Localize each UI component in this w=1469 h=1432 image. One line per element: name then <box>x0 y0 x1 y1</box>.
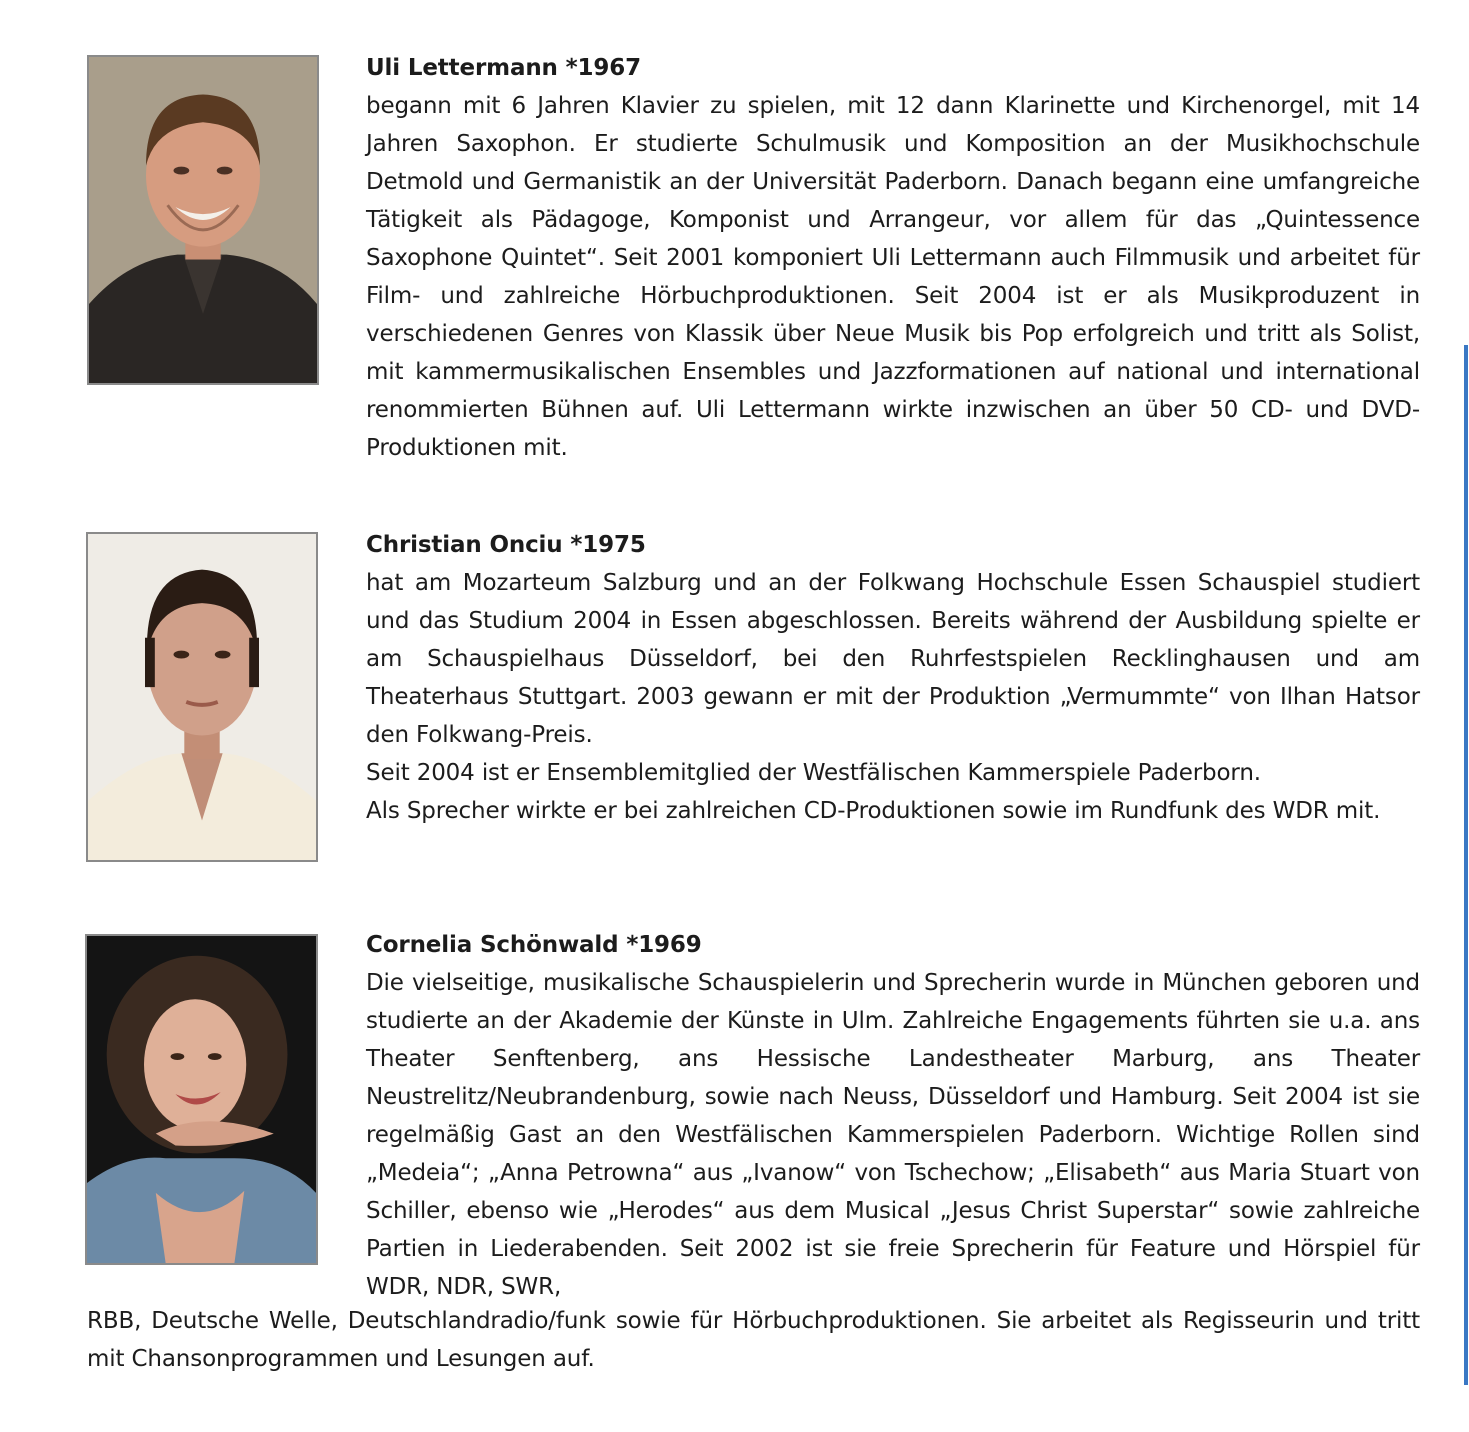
bio-block-uli-lettermann <box>366 49 1420 467</box>
bio-text-third: Als Sprecher wirkte er bei zahlreichen CD-Produktionen sowie im Rundfunk des WDR mit. <box>366 798 1381 824</box>
bio-heading: Christian Onciu *1975 <box>366 532 646 558</box>
bio-heading: Uli Lettermann *1967 <box>366 55 641 81</box>
bio-text-continued: RBB, Deutsche Welle, Deutschlandradio/funk sowie für Hörbuchproduktionen. Sie arbeitet als Regisseurin und tritt mit Chansonprogrammen und Lesungen auf. <box>87 1308 1420 1372</box>
bio-block-christian-onciu <box>366 526 1420 830</box>
portrait-photo-christian-onciu <box>86 532 318 862</box>
bio-text: hat am Mozarteum Salzburg und an der Folkwang Hochschule Essen Schauspiel studiert und das Studium 2004 in Essen abgeschlossen. Bereits während der Ausbildung spielte er am Schauspielhaus Düsseldorf, bei den Ruhrfestspielen Recklinghausen und am Theaterhaus Stuttgart. 2003 gewann er mit der Produktion „Vermummte“ von Ilhan Hatsor den Folkwang-Preis. <box>366 570 1420 748</box>
bio-text: begann mit 6 Jahren Klavier zu spielen, mit 12 dann Klarinette und Kirchenorgel, mit 14 Jahren Saxophon. Er studierte Schulmusik und Komposition an der Musikhochschule Detmold und Germanistik an der Universität Paderborn. Danach begann eine umfangreiche Tätigkeit als Pädagoge, Komponist und Arrangeur, vor allem für das „Quintessence Saxophone Quintet“. Seit 2001 komponiert Uli Lettermann auch Filmmusik und arbeitet für Film- und zahlreiche Hörbuchproduktionen. Seit 2004 ist er als Musikproduzent in verschiedenen Genres von Klassik über Neue Musik bis Pop erfolgreich und tritt als Solist, mit kammermusikalischen Ensembles und Jazzformationen auf national und international renommierten Bühnen auf. Uli Lettermann wirkte inzwischen an über 50 CD- und DVD-Produktionen mit. <box>366 93 1420 461</box>
portrait-photo-uli-lettermann <box>87 55 319 385</box>
bio-text-second: Seit 2004 ist er Ensemblemitglied der Westfälischen Kammerspiele Paderborn. <box>366 760 1261 786</box>
bio-text: Die vielseitige, musikalische Schauspielerin und Sprecherin wurde in München geboren und studierte an der Akademie der Künste in Ulm. Zahlreiche Engagements führten sie u.a. ans Theater Senftenberg, ans Hessische Landestheater Marburg, ans Theater Neustrelitz/Neubrandenburg, sowie nach Neuss, Düsseldorf und Hamburg. Seit 2004 ist sie regelmäßig Gast an den Westfälischen Kammerspielen Paderborn. Wichtige Rollen sind „Medeia“; „Anna Petrowna“ aus „Ivanow“ von Tschechow; „Elisabeth“ aus Maria Stuart von Schiller, ebenso wie „Herodes“ aus dem Musical „Jesus Christ Superstar“ sowie zahlreiche Partien in Liederabenden. Seit 2002 ist sie freie Sprecherin für Feature und Hörspiel für WDR, NDR, SWR, <box>366 970 1420 1300</box>
edge-accent-line <box>1464 345 1468 1385</box>
bio-heading: Cornelia Schönwald *1969 <box>366 932 702 958</box>
portrait-photo-cornelia-schoenwald <box>85 934 318 1265</box>
bio-block-cornelia-schoenwald <box>366 926 1420 1306</box>
